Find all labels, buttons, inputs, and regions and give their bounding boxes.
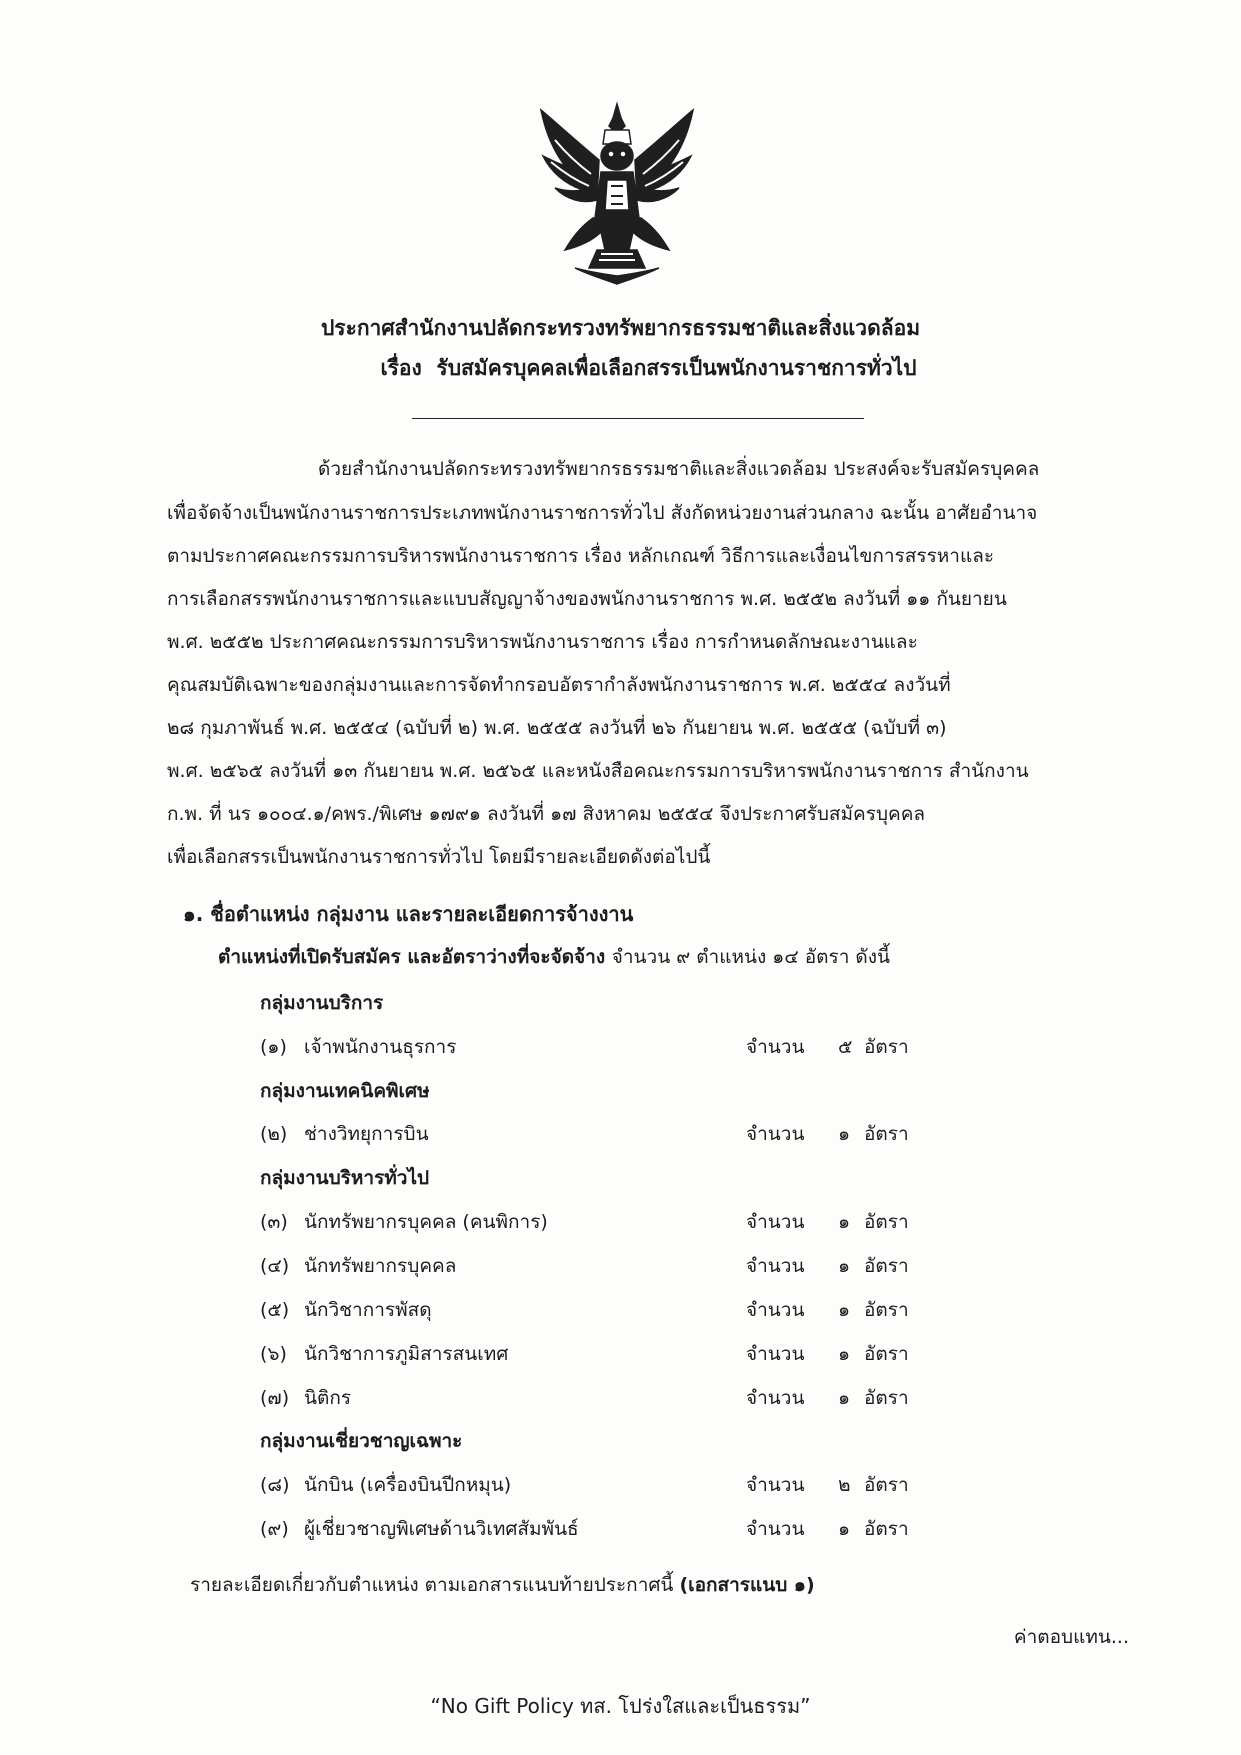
unit-label: อัตรา — [864, 1036, 909, 1058]
body-line: พ.ศ. ๒๕๖๕ ลงวันที่ ๑๓ กันยายน พ.ศ. ๒๕๖๕ และหนังสือคณะกรรมการบริหารพนักงานราชการ สำนักงาน — [167, 760, 1029, 782]
subject-label: เรื่อง — [380, 356, 422, 380]
position-name: นักบิน (เครื่องบินปีกหมุน) — [304, 1474, 512, 1496]
unit-label: อัตรา — [864, 1387, 909, 1409]
position-count: ๑ — [838, 1211, 851, 1233]
position-name: ผู้เชี่ยวชาญพิเศษด้านวิเทศสัมพันธ์ — [304, 1518, 579, 1540]
body-line: คุณสมบัติเฉพาะของกลุ่มงานและการจัดทำกรอบอัตรากำลังพนักงานราชการ พ.ศ. ๒๕๕๔ ลงวันที่ — [167, 674, 951, 696]
group-heading: กลุ่มงานเชี่ยวชาญเฉพาะ — [260, 1430, 463, 1452]
subject-text: รับสมัครบุคคลเพื่อเลือกสรรเป็นพนักงานราชการทั่วไป — [436, 356, 917, 380]
body-line: เพื่อเลือกสรรเป็นพนักงานราชการทั่วไป โดยมีรายละเอียดดังต่อไปนี้ — [167, 846, 711, 868]
position-number: (๘) — [260, 1474, 290, 1496]
detail-note — [190, 1570, 815, 1600]
position-number: (๕) — [260, 1299, 290, 1321]
count-label: จำนวน — [746, 1387, 805, 1409]
group-heading: กลุ่มงานเทคนิคพิเศษ — [260, 1080, 430, 1102]
count-label: จำนวน — [746, 1211, 805, 1233]
body-line: ๒๘ กุมภาพันธ์ พ.ศ. ๒๕๕๔ (ฉบับที่ ๒) พ.ศ. ๒๕๕๕ ลงวันที่ ๒๖ กันยายน พ.ศ. ๒๕๕๕ (ฉบับที่ ๓) — [167, 717, 947, 739]
subheading-text: ตำแหน่งที่เปิดรับสมัคร และอัตราว่างที่จะจัดจ้าง — [218, 946, 606, 968]
section-heading: ๑. ชื่อตำแหน่ง กลุ่มงาน และรายละเอียดการจ้างงาน — [183, 902, 634, 926]
position-name: นักวิชาการพัสดุ — [304, 1299, 432, 1321]
body-line: พ.ศ. ๒๕๕๒ ประกาศคณะกรรมการบริหารพนักงานราชการ เรื่อง การกำหนดลักษณะงานและ — [167, 631, 918, 653]
unit-label: อัตรา — [864, 1255, 909, 1277]
position-number: (๒) — [260, 1123, 288, 1145]
position-count: ๑ — [838, 1518, 851, 1540]
position-row — [0, 1470, 1241, 1498]
group-heading: กลุ่มงานบริหารทั่วไป — [260, 1167, 430, 1189]
continuation-marker: ค่าตอบแทน... — [1013, 1626, 1129, 1648]
position-name: เจ้าพนักงานธุรการ — [304, 1036, 457, 1058]
body-line: ด้วยสำนักงานปลัดกระทรวงทรัพยากรธรรมชาติและสิ่งแวดล้อม ประสงค์จะรับสมัครบุคคล — [318, 458, 1040, 480]
position-number: (๙) — [260, 1518, 289, 1540]
unit-label: อัตรา — [864, 1474, 909, 1496]
count-label: จำนวน — [746, 1123, 805, 1145]
position-count: ๑ — [838, 1255, 851, 1277]
body-line: การเลือกสรรพนักงานราชการและแบบสัญญาจ้างของพนักงานราชการ พ.ศ. ๒๕๕๒ ลงวันที่ ๑๑ กันยายน — [167, 588, 1007, 610]
footer-slogan: “No Gift Policy ทส. โปร่งใสและเป็นธรรม” — [430, 1694, 811, 1718]
position-count: ๑ — [838, 1299, 851, 1321]
count-label: จำนวน — [746, 1299, 805, 1321]
subheading-tail: จำนวน ๙ ตำแหน่ง ๑๔ อัตรา ดังนี้ — [611, 946, 891, 968]
attachment-reference: (เอกสารแนบ ๑) — [679, 1574, 815, 1596]
position-count: ๑ — [838, 1343, 851, 1365]
position-name: นักวิชาการภูมิสารสนเทศ — [304, 1343, 509, 1365]
position-row — [0, 1514, 1241, 1542]
count-label: จำนวน — [746, 1518, 805, 1540]
count-label: จำนวน — [746, 1036, 805, 1058]
position-number: (๑) — [260, 1036, 287, 1058]
position-number: (๔) — [260, 1255, 290, 1277]
count-label: จำนวน — [746, 1255, 805, 1277]
body-line: เพื่อจัดจ้างเป็นพนักงานราชการประเภทพนักงานราชการทั่วไป สังกัดหน่วยงานส่วนกลาง ฉะนั้น อาศัยอำนาจ — [167, 502, 1038, 524]
group-heading: กลุ่มงานบริการ — [260, 992, 384, 1014]
position-name: ช่างวิทยุการบิน — [304, 1123, 429, 1145]
unit-label: อัตรา — [864, 1211, 909, 1233]
unit-label: อัตรา — [864, 1123, 909, 1145]
body-line: ตามประกาศคณะกรรมการบริหารพนักงานราชการ เรื่อง หลักเกณฑ์ วิธีการและเงื่อนไขการสรรหาและ — [167, 545, 995, 567]
count-label: จำนวน — [746, 1343, 805, 1365]
position-name: นักทรัพยากรบุคคล — [304, 1255, 457, 1277]
position-name: นิติกร — [304, 1387, 352, 1409]
unit-label: อัตรา — [864, 1343, 909, 1365]
position-count: ๑ — [838, 1123, 851, 1145]
position-number: (๗) — [260, 1387, 290, 1409]
detail-text: รายละเอียดเกี่ยวกับตำแหน่ง ตามเอกสารแนบท้ายประกาศนี้ — [190, 1574, 680, 1596]
body-line: ก.พ. ที่ นร ๑๐๐๔.๑/คพร./พิเศษ ๑๗๙๑ ลงวันที่ ๑๗ สิงหาคม ๒๕๕๔ จึงประกาศรับสมัครบุคคล — [167, 803, 926, 825]
position-name: นักทรัพยากรบุคคล (คนพิการ) — [304, 1211, 548, 1233]
position-count: ๑ — [838, 1387, 851, 1409]
position-number: (๓) — [260, 1211, 288, 1233]
announcement-title: ประกาศสำนักงานปลัดกระทรวงทรัพยากรธรรมชาติและสิ่งแวดล้อม — [320, 316, 921, 340]
unit-label: อัตรา — [864, 1299, 909, 1321]
count-label: จำนวน — [746, 1474, 805, 1496]
position-count: ๒ — [838, 1474, 851, 1496]
position-number: (๖) — [260, 1343, 287, 1365]
position-count: ๕ — [838, 1036, 853, 1058]
unit-label: อัตรา — [864, 1518, 909, 1540]
